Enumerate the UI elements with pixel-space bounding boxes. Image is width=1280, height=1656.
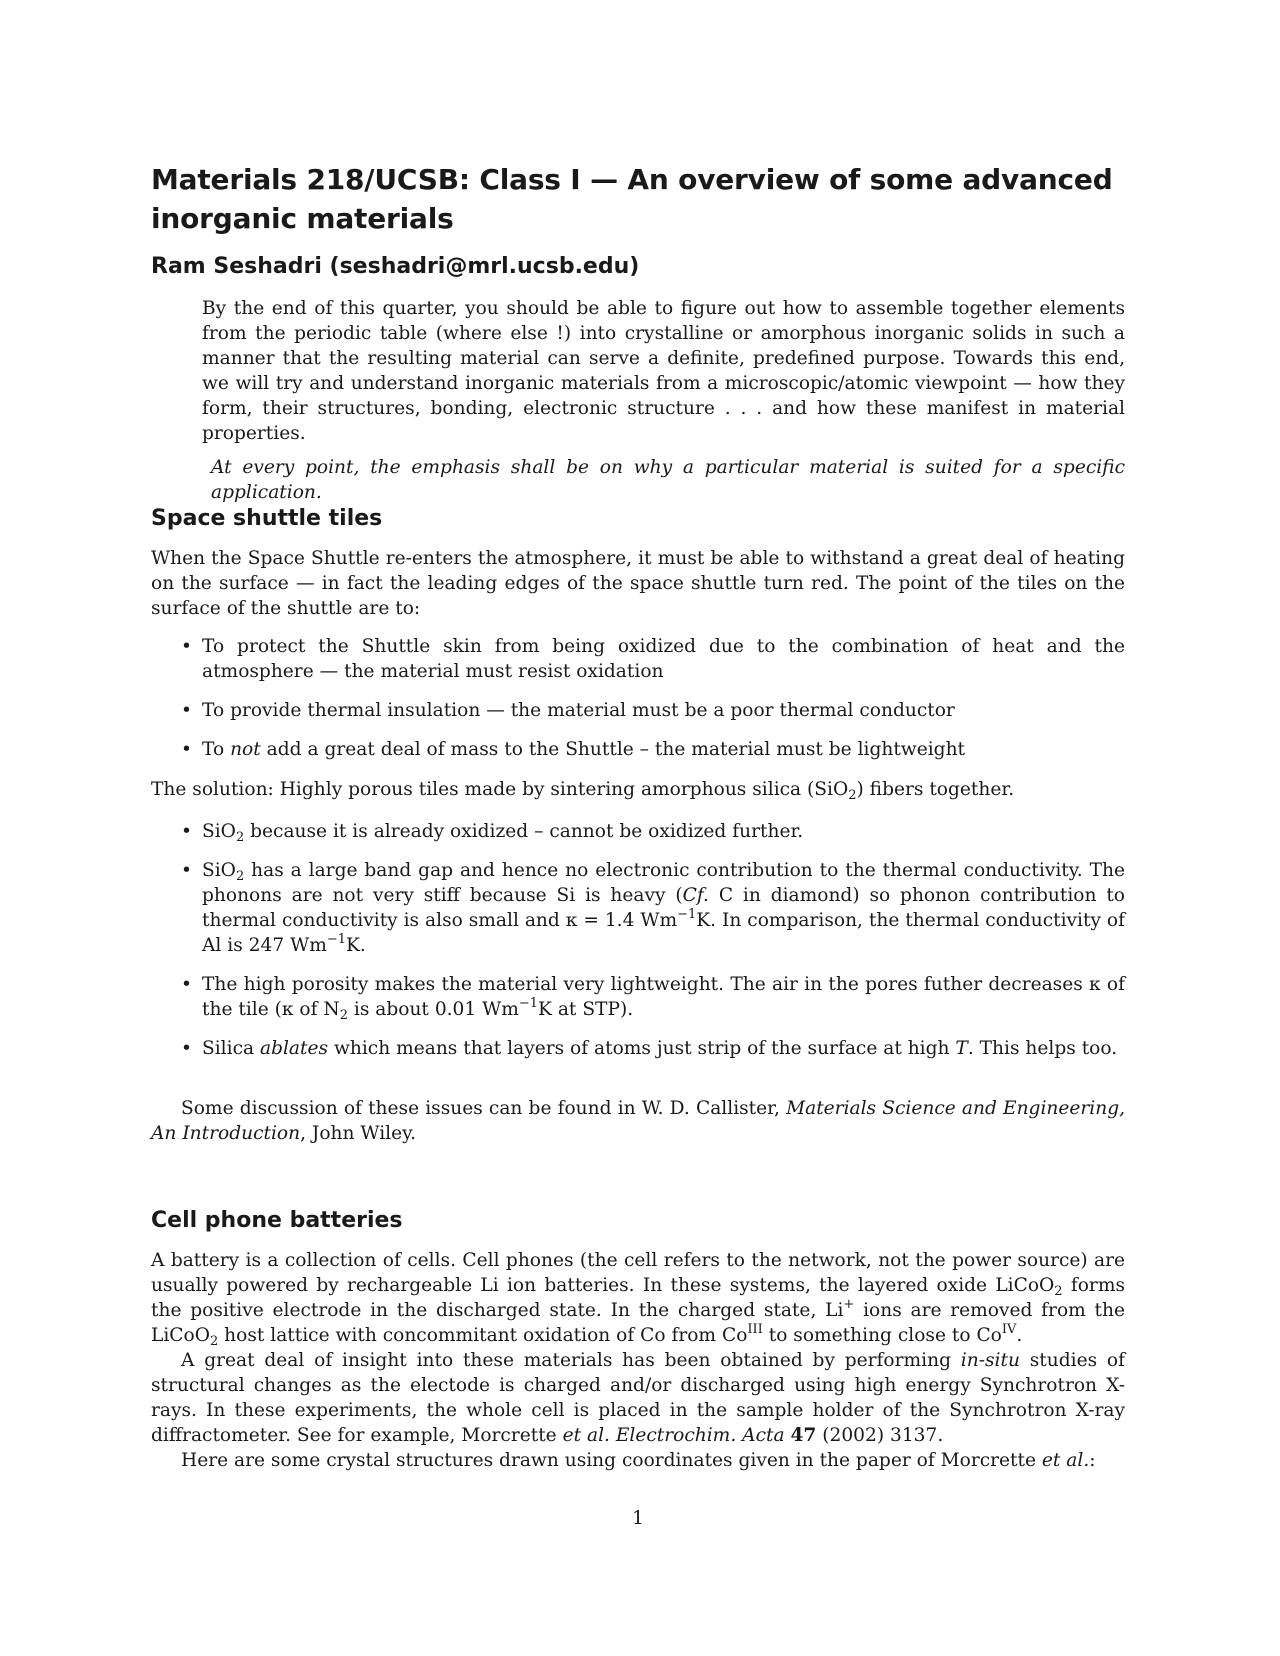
list-item: • To not add a great deal of mass to the Shuttle – the material must be lightweight [181,739,966,760]
page-title: Materials 218/UCSB: Class I — An overview of some advanced inorganic materials [151,163,1113,235]
shuttle-goals-list [151,634,1125,776]
shuttle-reference: Some discussion of these issues can be found in W. D. Callister, Materials Science and Engineering, An Introduction, John Wiley. [151,1098,1126,1144]
list-item: • SiO$_2$ because it is already oxidized – cannot be oxidized further. [181,821,804,845]
bullet-icon: • [181,636,192,657]
section-heading-shuttle: Space shuttle tiles [151,506,383,531]
list-item: • The high porosity makes the material very lightweight. The air in the pores futher decreases κ of the tile (κ of $N_2$ is about 0.01 $Wm^{-1}K$ at STP). [181,974,1125,1023]
batteries-paragraph-1: A battery is a collection of cells. Cell phones (the cell refers to the network, not the power source) are usually powered by rechargeable Li ion batteries. In these systems, the layered oxide LiCoO$_2$ forms the positive electrode in the discharged state. In the charged state, Li+ ions are removed from the LiCoO$_2$ host lattice with concommitant oxidation of Co from $Co^{III}$ to something close to $Co^{IV}$. [151,1250,1125,1349]
abstract-emphasis: At every point, the emphasis shall be on why a particular material is suited for a specific application. [211,457,1125,503]
bullet-icon: • [181,700,192,721]
list-item: • To protect the Shuttle skin from being oxidized due to the combination of heat and the atmosphere — the material must resist oxidation [181,636,1125,682]
batteries-paragraph-2: A great deal of insight into these materials has been obtained by performing in-situ studies of structural changes as the electode is charged and/or discharged using high energy Synchrotron X-rays. In these experiments, the whole cell is placed in the sample holder of the Synchrotron X-ray diffractometer. See for example, Morcrette et al. Electrochim. Acta 47 (2002) 3137. [151,1350,1125,1446]
bullet-icon: • [181,821,192,842]
bullet-icon: • [181,1038,192,1059]
bullet-icon: • [181,860,192,881]
list-item: • Silica ablates which means that layers of atoms just strip of the surface at high T. This helps too. [181,1038,1118,1059]
list-item: • SiO$_2$ has a large band gap and hence no electronic contribution to the thermal conductivity. The phonons are not very stiff because Si is heavy (Cf. C in diamond) so phonon contribution to thermal conductivity is also small and κ = 1.4 $Wm^{-1}K$. In comparison, the thermal conductivity of Al is 247 $Wm^{-1}K$. [181,860,1125,956]
list-item: • To provide thermal insulation — the material must be a poor thermal conductor [181,700,955,721]
abstract-paragraph: By the end of this quarter, you should be able to figure out how to assemble together elements from the periodic table (where else !) into crystalline or amorphous inorganic solids in such a manner that the resulting material can serve a definite, predefined purpose. Towards this end, we will try and understand inorganic materials from a microscopic/atomic viewpoint — how they form, their structures, bonding, electronic structure . . . and how these manifest in material properties. [202,298,1125,444]
section-heading-batteries: Cell phone batteries [151,1208,403,1233]
batteries-body [151,1248,1125,1473]
page-number: 1 [632,1508,644,1529]
shuttle-reasons-list [151,819,1125,1075]
shuttle-intro: When the Space Shuttle re-enters the atmosphere, it must be able to withstand a great deal of heating on the surface — in fact the leading edges of the space shuttle turn red. The point of the tiles on the surface of the shuttle are to: [151,548,1125,619]
bullet-icon: • [181,974,192,995]
batteries-paragraph-3: Here are some crystal structures drawn using coordinates given in the paper of Morcrette et al.: [181,1450,1096,1471]
shuttle-solution: The solution: Highly porous tiles made by sintering amorphous silica (SiO$_2$) fibers together. [151,779,1015,803]
bullet-icon: • [181,739,192,760]
author-line: Ram Seshadri (seshadri@mrl.ucsb.edu) [151,254,640,279]
